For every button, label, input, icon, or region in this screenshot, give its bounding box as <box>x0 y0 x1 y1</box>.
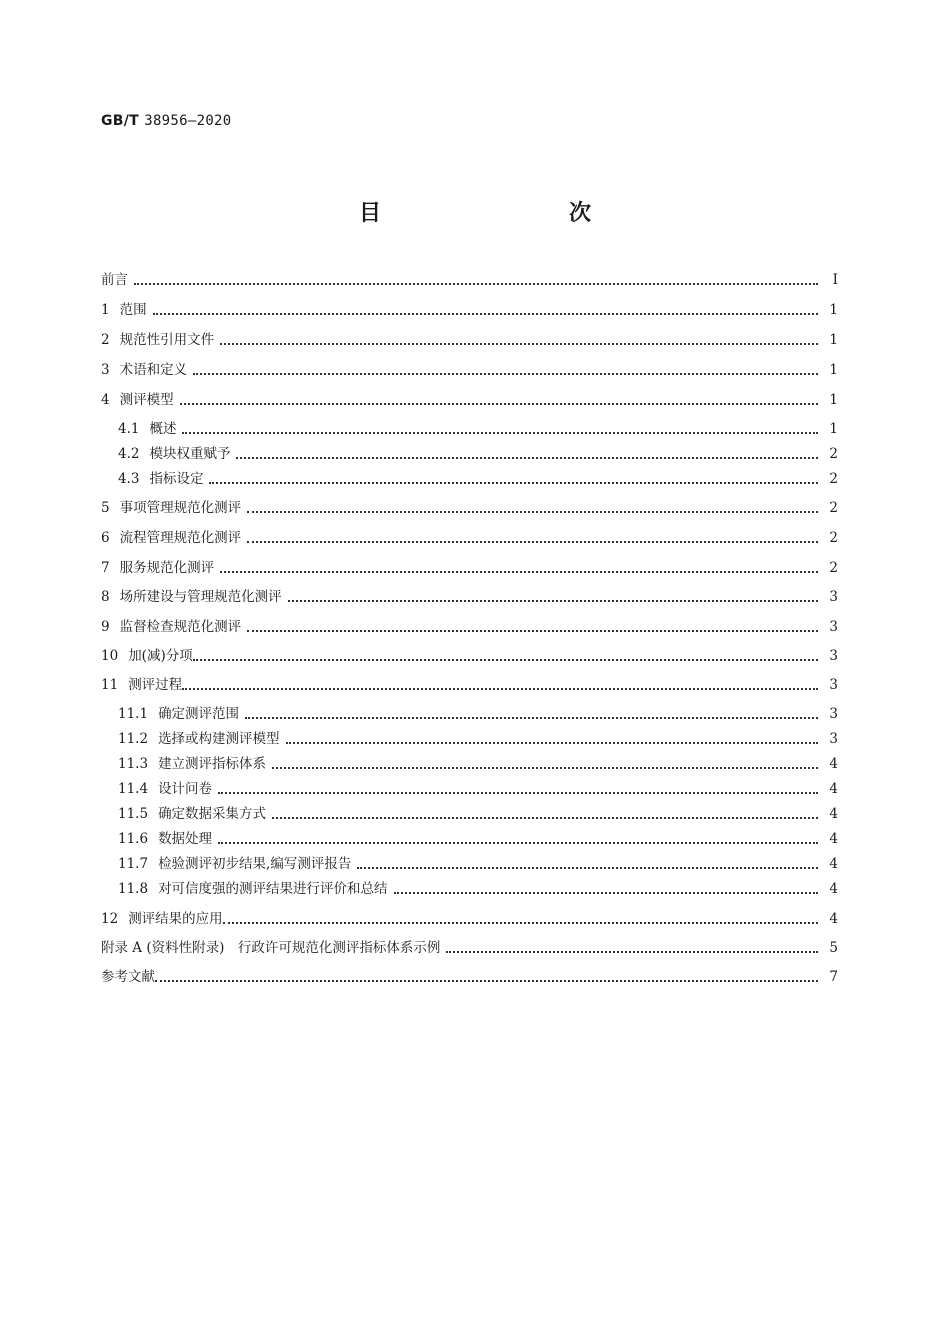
toc-entry[interactable] <box>101 500 838 516</box>
toc-entry-number: 11.2 <box>118 731 149 747</box>
toc-entry-label <box>118 446 230 462</box>
toc-entry-page: 7 <box>829 969 838 985</box>
toc-entry-label <box>101 589 282 605</box>
toc-entry-text: 测评模型 <box>119 392 174 408</box>
toc-entry-label <box>118 706 239 722</box>
toc-entry-text: 确定测评范围 <box>158 706 240 722</box>
toc-entry-number: 3 <box>101 362 110 378</box>
toc-entry-label <box>101 911 223 927</box>
toc-entry-number: 9 <box>101 619 110 635</box>
toc-entry-text: 数据处理 <box>158 831 213 847</box>
toc-entry-label <box>118 471 203 487</box>
dot-leader <box>220 343 818 345</box>
standard-code-prefix: GB/T <box>101 113 140 129</box>
toc-entry-page: 3 <box>829 677 838 693</box>
toc-entry-text: 建立测评指标体系 <box>158 756 267 772</box>
toc-entry-label <box>101 500 241 516</box>
toc-entry-number: 11.6 <box>118 831 149 847</box>
toc-entry-label <box>101 940 440 956</box>
toc-entry-number: 6 <box>101 530 110 546</box>
toc-entry-text: 服务规范化测评 <box>119 560 215 576</box>
toc-entry-text: 概述 <box>149 421 177 437</box>
toc-entry-number: 7 <box>101 560 110 576</box>
toc-entry[interactable] <box>101 530 838 546</box>
dot-leader <box>218 842 818 844</box>
toc-entry[interactable] <box>101 881 838 897</box>
toc-entry-text: 范围 <box>119 302 147 318</box>
toc-entry[interactable] <box>101 560 838 576</box>
toc-entry-number: 11 <box>101 677 119 693</box>
toc-entry-number: 1 <box>101 302 110 318</box>
toc-entry-text: 模块权重赋予 <box>149 446 231 462</box>
dot-leader <box>193 373 818 375</box>
toc-entry-page: 3 <box>829 648 838 664</box>
dot-leader <box>288 600 818 602</box>
toc-entry-text: 设计问卷 <box>158 781 213 797</box>
toc-entry-text: 参考文献 <box>101 969 155 985</box>
dot-leader <box>218 792 818 794</box>
toc-entry-label <box>101 302 147 318</box>
dot-leader <box>394 892 818 894</box>
toc-entry-text: 附录 A (资料性附录) 行政许可规范化测评指标体系示例 <box>101 940 441 956</box>
toc-entry-label <box>118 881 388 897</box>
toc-entry-text: 流程管理规范化测评 <box>119 530 242 546</box>
dot-leader <box>272 767 818 769</box>
dot-leader <box>155 980 818 982</box>
toc-entry-number: 4.2 <box>118 446 140 462</box>
toc-entry-text: 测评过程 <box>128 677 183 693</box>
toc-entry-page: 3 <box>829 731 838 747</box>
toc-entry-label <box>118 756 266 772</box>
toc-entry-text: 术语和定义 <box>119 362 188 378</box>
toc-entry[interactable] <box>101 471 838 487</box>
toc-entry[interactable] <box>101 756 838 772</box>
toc-entry[interactable] <box>101 911 838 927</box>
toc-entry-label <box>101 969 155 985</box>
toc-entry-label <box>118 421 176 437</box>
toc-entry-page: 1 <box>829 302 838 318</box>
dot-leader <box>247 630 818 632</box>
toc-entry-page: 2 <box>829 560 838 576</box>
dot-leader <box>209 482 818 484</box>
dot-leader <box>182 688 818 690</box>
toc-entry-number: 12 <box>101 911 119 927</box>
dot-leader <box>272 817 818 819</box>
dot-leader <box>220 571 818 573</box>
dot-leader <box>446 951 818 953</box>
toc-entry-page: 1 <box>829 332 838 348</box>
toc-entry[interactable] <box>101 421 838 437</box>
toc-entry-number: 4 <box>101 392 110 408</box>
standard-code <box>101 113 232 129</box>
toc-entry-number: 2 <box>101 332 110 348</box>
toc-entry-page: 1 <box>829 392 838 408</box>
page-title: 目 次 <box>358 201 639 226</box>
toc-entry-number: 11.1 <box>118 706 149 722</box>
toc-entry-number: 10 <box>101 648 119 664</box>
toc-entry[interactable] <box>101 332 838 348</box>
toc-entry-label <box>101 332 214 348</box>
toc-entry[interactable] <box>101 446 838 462</box>
toc-entry-page: 2 <box>829 530 838 546</box>
dot-leader <box>153 313 818 315</box>
toc-entry-text: 前言 <box>101 272 128 288</box>
toc-entry-text: 指标设定 <box>149 471 204 487</box>
toc-entry-label <box>118 831 212 847</box>
dot-leader <box>182 432 818 434</box>
toc-entry-text: 规范性引用文件 <box>119 332 215 348</box>
toc-entry-number: 11.3 <box>118 756 149 772</box>
toc-entry[interactable] <box>101 362 838 378</box>
toc-entry[interactable] <box>101 831 838 847</box>
dot-leader <box>286 742 818 744</box>
toc-entry-label <box>101 677 182 693</box>
toc-entry-text: 对可信度强的测评结果进行评价和总结 <box>158 881 388 897</box>
toc-entry-number: 11.4 <box>118 781 149 797</box>
toc-entry[interactable] <box>101 856 838 872</box>
dot-leader <box>357 867 818 869</box>
dot-leader <box>180 403 818 405</box>
toc-entry-page: 2 <box>829 471 838 487</box>
toc-entry-page: 2 <box>829 446 838 462</box>
toc-entry-page: 3 <box>829 589 838 605</box>
toc-entry-number: 11.8 <box>118 881 149 897</box>
toc-entry[interactable] <box>101 648 838 664</box>
toc-entry-number: 11.5 <box>118 806 149 822</box>
toc-entry[interactable] <box>101 392 838 408</box>
toc-entry-number: 4.1 <box>118 421 140 437</box>
dot-leader <box>245 717 818 719</box>
toc-entry-label <box>118 856 351 872</box>
dot-leader <box>223 922 818 924</box>
toc-entry-label <box>101 530 241 546</box>
toc-entry[interactable] <box>101 806 838 822</box>
toc-entry-label <box>118 731 280 747</box>
toc-entry-page: 4 <box>829 856 838 872</box>
toc-entry[interactable] <box>101 781 838 797</box>
toc-entry-page: 4 <box>829 756 838 772</box>
toc-entry-text: 加(减)分项 <box>128 648 193 664</box>
toc-entry-page: 1 <box>829 362 838 378</box>
toc-entry-page: 4 <box>829 831 838 847</box>
toc-entry[interactable] <box>101 619 838 635</box>
dot-leader <box>134 283 818 285</box>
toc-entry-label <box>101 648 193 664</box>
toc-entry-label <box>118 806 266 822</box>
toc-entry-number: 11.7 <box>118 856 149 872</box>
toc-entry-label <box>101 392 174 408</box>
toc-entry[interactable] <box>101 969 838 985</box>
toc-entry[interactable] <box>101 706 838 722</box>
toc-entry-label <box>118 781 212 797</box>
toc-entry[interactable] <box>101 302 838 318</box>
toc-entry-text: 检验测评初步结果,编写测评报告 <box>158 856 352 872</box>
toc-entry-text: 场所建设与管理规范化测评 <box>119 589 282 605</box>
toc-entry-label <box>101 272 128 288</box>
toc-entry-page: 5 <box>829 940 838 956</box>
toc-entry-text: 事项管理规范化测评 <box>119 500 242 516</box>
toc-entry-page: 4 <box>829 911 838 927</box>
toc-entry-label <box>101 362 187 378</box>
dot-leader <box>247 511 818 513</box>
toc-entry[interactable] <box>101 940 838 956</box>
standard-code-number: 38956—2020 <box>144 113 232 129</box>
toc-entry-number: 4.3 <box>118 471 140 487</box>
toc-entry[interactable] <box>101 272 838 288</box>
toc-entry-page: 4 <box>829 781 838 797</box>
toc-entry-page: 3 <box>829 619 838 635</box>
dot-leader <box>236 457 818 459</box>
dot-leader <box>193 659 818 661</box>
toc-entry-page: 1 <box>829 421 838 437</box>
toc-entry[interactable] <box>101 731 838 747</box>
toc-entry-number: 8 <box>101 589 110 605</box>
toc-entry-text: 测评结果的应用 <box>128 911 223 927</box>
toc-entry-page: 2 <box>829 500 838 516</box>
toc-entry-page: 4 <box>829 881 838 897</box>
toc-entry-text: 监督检查规范化测评 <box>119 619 242 635</box>
toc-entry-label <box>101 560 214 576</box>
dot-leader <box>247 541 818 543</box>
toc-entry[interactable] <box>101 589 838 605</box>
toc-entry-page: 3 <box>829 706 838 722</box>
toc-entry-text: 确定数据采集方式 <box>158 806 267 822</box>
toc-entry-page: Ⅰ <box>832 272 838 288</box>
toc-entry[interactable] <box>101 677 838 693</box>
toc-entry-page: 4 <box>829 806 838 822</box>
toc-entry-number: 5 <box>101 500 110 516</box>
toc-entry-label <box>101 619 241 635</box>
toc-entry-text: 选择或构建测评模型 <box>158 731 280 747</box>
